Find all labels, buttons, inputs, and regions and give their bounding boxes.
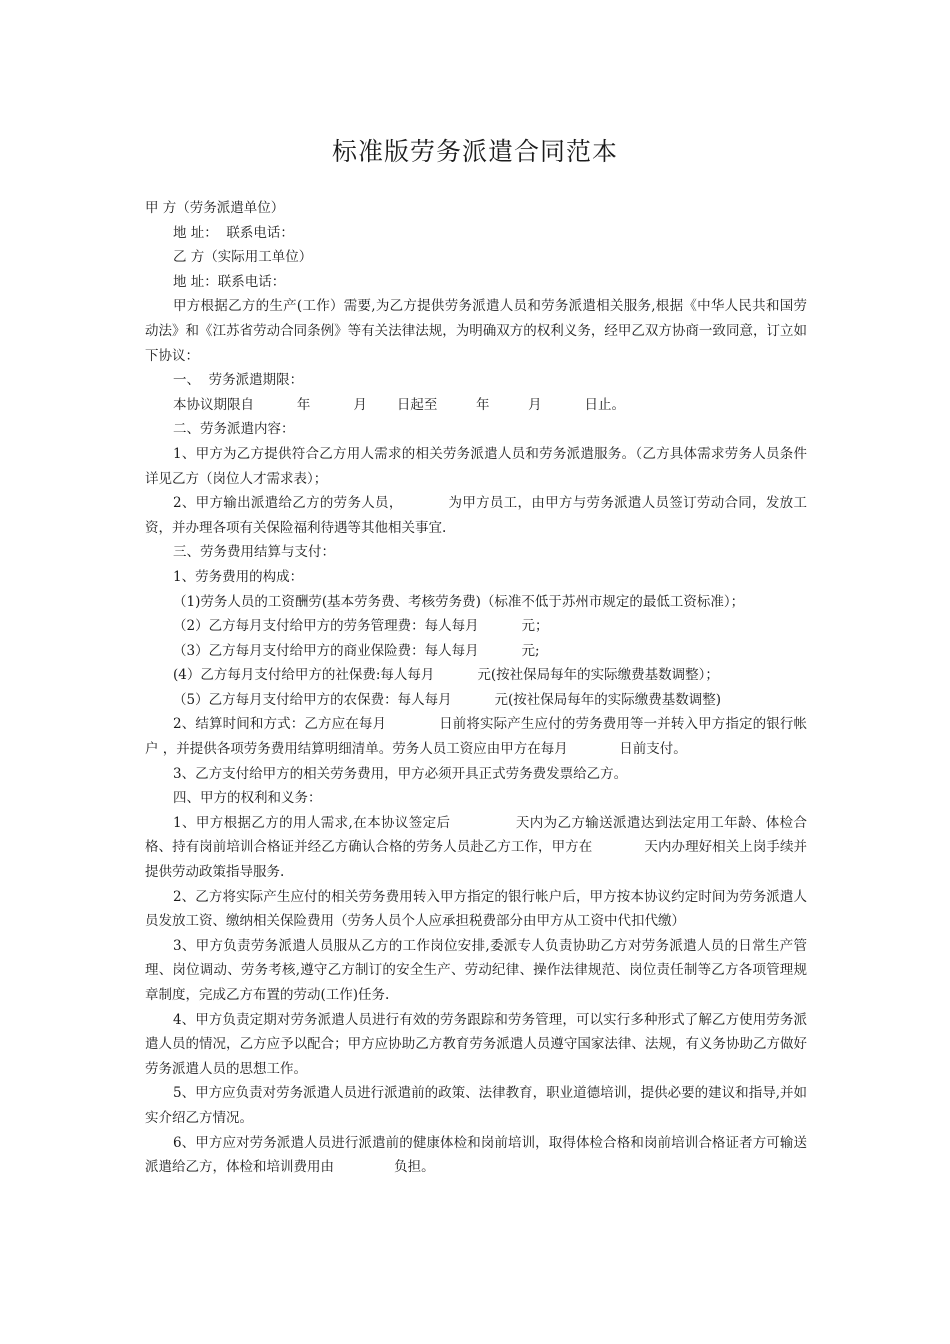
clause-paragraph: 4、甲方负责定期对劳务派遣人员进行有效的劳务跟踪和劳务管理，可以实行多种形式了解乙方使用劳务派遣人员的情况，乙方应予以配合；甲方应协助乙方教育劳务派遣人员遵守国家法律、法规，有义务协助乙方做好劳务派遣人员的思想工作。	[145, 1011, 807, 1077]
clause-paragraph: 2、乙方将实际产生应付的相关劳务费用转入甲方指定的银行帐户后，甲方按本协议约定时间为劳务派遣人员发放工资、缴纳相关保险费用（劳务人员个人应承担税费部分由甲方从工资中代扣代缴）	[145, 888, 807, 930]
party-b-address: 地 址：联系电话：	[173, 273, 286, 290]
section-heading: 四、甲方的权利和义务：	[173, 790, 322, 807]
clause-paragraph: 1、甲方为乙方提供符合乙方用人需求的相关劳务派遣人员和劳务派遣服务。（乙方具体需求劳务人员条件详见乙方（岗位人才需求表）；	[145, 445, 807, 487]
section-heading: 二、劳务派遣内容：	[173, 421, 295, 438]
contract-body	[145, 196, 807, 1180]
fee-item: （5）乙方每月支付给甲方的农保费：每人每月 元(按社保局每年的实际缴费基数调整)	[173, 691, 722, 708]
fee-item: （3）乙方每月支付给甲方的商业保险费：每人每月 元;	[173, 642, 540, 659]
preamble-paragraph: 甲方根据乙方的生产(工作）需要,为乙方提供劳务派遣人员和劳务派遣相关服务,根据《中华人民共和国劳动法》和《江苏省劳动合同条例》等有关法律法规，为明确双方的权利义务，经甲乙双方协商一致同意，订立如下协议：	[145, 298, 807, 364]
fee-item: （1)劳务人员的工资酬劳(基本劳务费、考核劳务费)（标准不低于苏州市规定的最低工资标准）；	[173, 593, 745, 610]
section-heading: 三、劳务费用结算与支付：	[173, 544, 335, 561]
clause-paragraph: 3、甲方负责劳务派遣人员服从乙方的工作岗位安排,委派专人负责协助乙方对劳务派遣人员的日常生产管理、岗位调动、劳务考核,遵守乙方制订的安全生产、劳动纪律、操作法律规范、岗位责任制等乙方各项管理规章制度，完成乙方布置的劳动(工作)任务.	[145, 937, 807, 1003]
clause-paragraph: 2、结算时间和方式：乙方应在每月 日前将实际产生应付的劳务费用等一并转入甲方指定的银行帐户 ，并提供各项劳务费用结算明细清单。劳务人员工资应由甲方在每月 日前支付。	[145, 716, 807, 758]
clause-paragraph: 6、甲方应对劳务派遣人员进行派遣前的健康体检和岗前培训，取得体检合格和岗前培训合格证者方可输送派遣给乙方，体检和培训费用由 负担。	[145, 1134, 807, 1176]
party-b-line: 乙 方（实际用工单位）	[173, 249, 313, 266]
term-paragraph: 本协议期限自 年 月 日起至 年 月 日止。	[173, 396, 626, 413]
clause-paragraph: 3、乙方支付给甲方的相关劳务费用，甲方必须开具正式劳务费发票给乙方。	[173, 765, 628, 782]
clause-paragraph: 5、甲方应负责对劳务派遣人员进行派遣前的政策、法律教育，职业道德培训，提供必要的建议和指导,并如实介绍乙方情况。	[145, 1085, 807, 1126]
clause-paragraph: 2、甲方输出派遣给乙方的劳务人员， 为甲方员工，由甲方与劳务派遣人员签订劳动合同，发放工资，并办理各项有关保险福利待遇等其他相关事宜.	[145, 495, 807, 536]
clause-paragraph: 1、甲方根据乙方的用人需求,在本协议签定后 天内为乙方输送派遣达到法定用工年龄、体检合格、持有岗前培训合格证并经乙方确认合格的劳务人员赴乙方工作，甲方在 天内办理好相关上岗手续并提供劳动政策指导服务.	[145, 814, 807, 881]
fee-item: (4）乙方每月支付给甲方的社保费:每人每月 元(按社保局每年的实际缴费基数调整）；	[173, 667, 719, 684]
page-title: 标准版劳务派遣合同范本	[331, 137, 618, 166]
party-a-address: 地 址： 联系电话：	[173, 224, 294, 241]
fee-item: （2）乙方每月支付给甲方的劳务管理费：每人每月 元；	[173, 618, 549, 635]
party-a-line: 甲 方（劳务派遣单位）	[145, 200, 285, 216]
section-heading: 一、 劳务派遣期限：	[173, 372, 304, 389]
clause-paragraph: 1、劳务费用的构成：	[173, 568, 304, 585]
